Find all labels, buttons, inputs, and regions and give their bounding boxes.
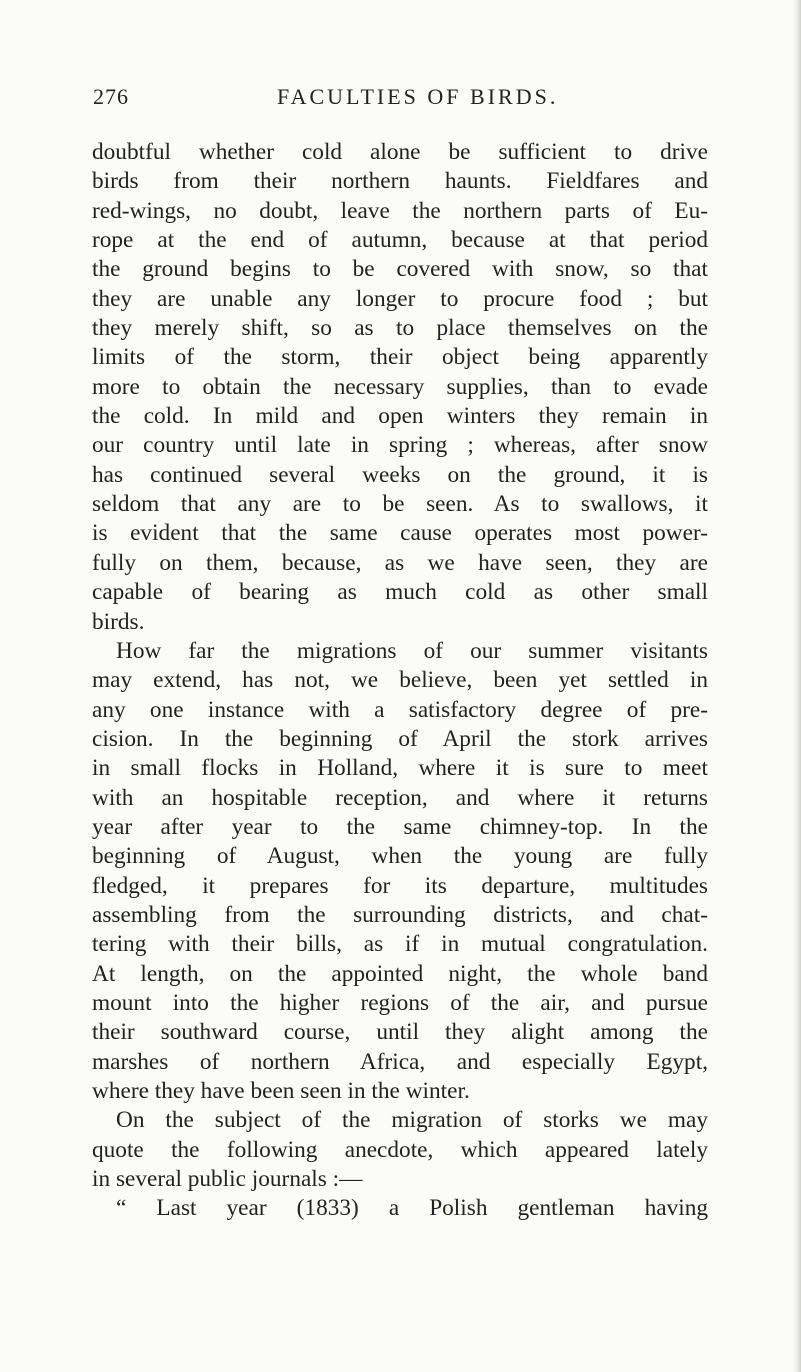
text-line: birds. (92, 608, 145, 635)
text-line: capable of bearing as much cold as other small (92, 579, 708, 606)
text-line: birds from their northern haunts. Fieldfares and (92, 168, 708, 195)
text-line: fledged, it prepares for its departure, multitudes (92, 872, 708, 899)
page-edge-shadow (793, 0, 801, 1372)
text-line: cision. In the beginning of April the stork arrives (92, 725, 708, 752)
page-header (93, 84, 705, 124)
paragraph-start-line: On the subject of the migration of storks we may (116, 1107, 708, 1134)
text-line: At length, on the appointed night, the whole band (92, 960, 708, 987)
text-line: quote the following anecdote, which appeared lately (92, 1136, 708, 1163)
text-line: doubtful whether cold alone be sufficient to drive (92, 139, 708, 165)
text-line: has continued several weeks on the ground, it is (92, 461, 708, 488)
text-line: mount into the higher regions of the air, and pursue (92, 989, 708, 1016)
text-line: marshes of northern Africa, and especially Egypt, (92, 1048, 708, 1075)
text-line: any one instance with a satisfactory degree of pre- (92, 696, 708, 723)
paragraph-start-line: “ Last year (1833) a Polish gentleman having (116, 1195, 708, 1222)
text-line: they are unable any longer to procure food ; but (92, 285, 708, 312)
text-line: seldom that any are to be seen. As to swallows, it (92, 491, 708, 518)
text-line: their southward course, until they alight among the (92, 1019, 708, 1046)
text-line: the cold. In mild and open winters they remain in (92, 403, 708, 430)
text-line: is evident that the same cause operates most power- (92, 520, 708, 547)
text-line: tering with their bills, as if in mutual congratulation. (92, 931, 708, 958)
text-line: with an hospitable reception, and where it returns (92, 784, 708, 811)
paragraph-start-line: How far the migrations of our summer visitants (116, 637, 708, 664)
body-text (92, 138, 708, 1224)
running-head: FACULTIES OF BIRDS. (277, 84, 559, 109)
text-line: limits of the storm, their object being apparently (92, 344, 708, 371)
page-number: 276 (93, 84, 129, 109)
text-line: beginning of August, when the young are fully (92, 843, 708, 870)
text-line: the ground begins to be covered with snow, so that (92, 256, 708, 283)
text-line: may extend, has not, we believe, been yet settled in (92, 667, 708, 694)
text-line: rope at the end of autumn, because at that period (92, 227, 708, 254)
text-line: in several public journals :— (92, 1166, 363, 1193)
text-line: red-wings, no doubt, leave the northern parts of Eu- (92, 197, 708, 224)
text-line: assembling from the surrounding districts, and chat- (92, 901, 708, 928)
text-line: our country until late in spring ; whereas, after snow (92, 432, 708, 459)
text-line: fully on them, because, as we have seen, they are (92, 549, 708, 576)
text-line: in small flocks in Holland, where it is sure to meet (92, 755, 708, 782)
text-line: they merely shift, so as to place themselves on the (92, 315, 708, 342)
text-line: more to obtain the necessary supplies, than to evade (92, 373, 708, 400)
text-line: where they have been seen in the winter. (92, 1078, 470, 1104)
text-line: year after year to the same chimney-top. In the (92, 813, 708, 840)
